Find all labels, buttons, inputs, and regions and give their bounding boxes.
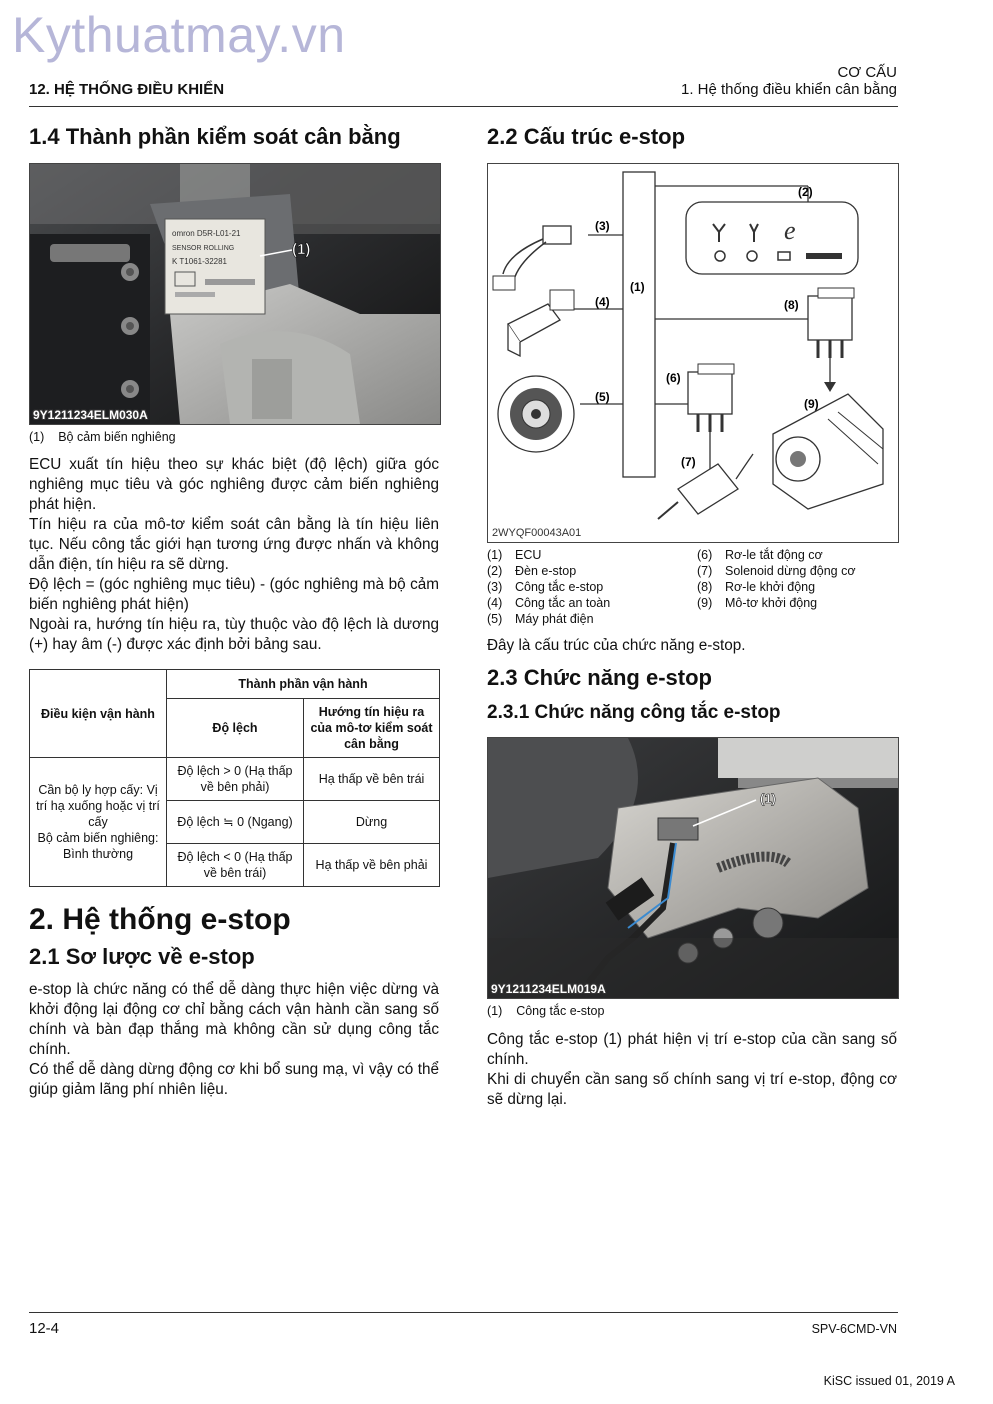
paragraph: ECU xuất tín hiệu theo sự khác biệt (độ lệch) giữa góc nghiêng mục tiêu và góc nghiêng được cảm biến nghiêng phát hiện.: [29, 456, 439, 513]
callout-1: (1): [292, 241, 311, 258]
direction-cell: Hạ thấp về bên phải: [304, 844, 440, 887]
panel-e: e: [784, 216, 796, 245]
sensor-label-line-2: SENSOR ROLLING: [172, 245, 235, 252]
callout-5: (5): [595, 390, 610, 404]
paragraph: Ngoài ra, hướng tín hiệu ra, tùy thuộc vào độ lệch là dương (+) hay âm (-) được xác định bởi bảng sau.: [29, 616, 439, 653]
caption-item: (6) Rơ-le tắt động cơ: [697, 548, 823, 562]
condition-cell: Cần bộ ly hợp cấy: Vị trí hạ xuống hoặc vị trí cấy Bộ cảm biến nghiêng: Bình thường: [30, 758, 167, 887]
header-subsection: 1. Hệ thống điều khiển cân bằng: [681, 81, 897, 98]
section-2-3-title: 2.3 Chức năng e-stop: [487, 665, 712, 690]
sensor-label-line-1: omron D5R-L01-21: [172, 229, 241, 238]
caption-number: (1): [487, 1004, 503, 1018]
header-rule: [29, 106, 898, 107]
paragraph: Khi di chuyển cần sang số chính sang vị trí e-stop, động cơ sẽ dừng lại.: [487, 1071, 897, 1108]
issue-info: KiSC issued 01, 2019 A: [823, 1374, 955, 1388]
paragraph: Tín hiệu ra của mô-tơ kiểm soát cân bằng là tín hiệu liên tục. Nếu công tắc giới hạn tương ứng được nhấn và không dẫn điện, tín hiệu ra sẽ dừng.: [29, 516, 439, 573]
diagram-id: 2WYQF00043A01: [492, 527, 582, 539]
caption-item: (7) Solenoid dừng động cơ: [697, 564, 856, 578]
section-2-1-title: 2.1 Sơ lược về e-stop: [29, 944, 255, 969]
estop-switch-description: [487, 1030, 897, 1110]
header-section: CƠ CẤU: [837, 64, 897, 81]
paragraph: e-stop là chức năng có thể dễ dàng thực hiện việc dừng và khởi động lại động cơ chỉ bằng cách vận hành cần sang số chính và bàn đạp thắng mà không cần sử dụng công tắc chính.: [29, 981, 439, 1058]
caption-item: (9) Mô-tơ khởi động: [697, 596, 818, 610]
caption-text: Công tắc e-stop: [516, 1004, 605, 1018]
photo-id: 9Y1211234ELM030A: [33, 408, 148, 422]
callout-4: (4): [595, 295, 610, 309]
callout-7: (7): [681, 455, 696, 469]
caption-item: (1) ECU: [487, 548, 542, 562]
callout-3: (3): [595, 219, 610, 233]
estop-switch-caption: [487, 1003, 604, 1019]
estop-switch-photo: [487, 737, 899, 999]
rolling-sensor-caption: [29, 429, 176, 445]
estop-overview: [29, 980, 439, 1100]
deviation-cell: Độ lệch < 0 (Hạ thấp về bên trái): [167, 844, 304, 887]
chapter-title: 12. HỆ THỐNG ĐIỀU KHIỂN: [29, 81, 225, 98]
callout-2: (2): [798, 185, 813, 199]
paragraph: Công tắc e-stop (1) phát hiện vị trí e-stop của cần sang số chính.: [487, 1031, 897, 1068]
control-table: [29, 669, 440, 887]
caption-text: Bộ cảm biến nghiêng: [58, 430, 176, 444]
estop-structure-diagram: [487, 163, 899, 543]
caption-item: (5) Máy phát điện: [487, 612, 594, 626]
diagram-caption-list: [487, 547, 897, 627]
callout-1: (1): [760, 791, 776, 806]
direction-cell: Dừng: [304, 801, 440, 844]
callout-1: (1): [630, 280, 645, 294]
balance-control-description: [29, 455, 439, 655]
paragraph: Độ lệch = (góc nghiêng mục tiêu) - (góc nghiêng mà bộ cảm biến nghiêng phát hiện): [29, 576, 439, 613]
caption-number: (1): [29, 430, 45, 444]
callout-8: (8): [784, 298, 799, 312]
structure-summary: Đây là cấu trúc của chức năng e-stop.: [487, 637, 746, 654]
col-header-condition: Điều kiện vận hành: [30, 670, 167, 758]
col-header-deviation: Độ lệch: [167, 699, 304, 758]
caption-item: (3) Công tắc e-stop: [487, 580, 604, 594]
document-code: SPV-6CMD-VN: [811, 1322, 897, 1336]
callout-9: (9): [804, 397, 819, 411]
deviation-cell: Độ lệch > 0 (Hạ thấp về bên phải): [167, 758, 304, 801]
col-header-direction: Hướng tín hiệu ra của mô-tơ kiểm soát cân bằng: [304, 699, 440, 758]
rolling-sensor-photo: [29, 163, 441, 425]
direction-cell: Hạ thấp về bên trái: [304, 758, 440, 801]
col-header-group: Thành phần vận hành: [167, 670, 440, 699]
caption-item: (4) Công tắc an toàn: [487, 596, 611, 610]
sensor-label-line-3: K T1061-32281: [172, 257, 228, 266]
callout-6: (6): [666, 371, 681, 385]
footer-rule: [29, 1312, 898, 1313]
page-number: 12-4: [29, 1320, 60, 1337]
section-1-4-title: 1.4 Thành phần kiểm soát cân bằng: [29, 124, 401, 149]
section-2-title: 2. Hệ thống e-stop: [29, 903, 291, 936]
deviation-cell: Độ lệch ≒ 0 (Ngang): [167, 801, 304, 844]
caption-item: (8) Rơ-le khởi động: [697, 580, 816, 594]
watermark: Kythuatmay.vn: [12, 7, 346, 63]
caption-item: (2) Đèn e-stop: [487, 564, 577, 578]
photo-id: 9Y1211234ELM019A: [491, 982, 606, 996]
section-2-3-1-title: 2.3.1 Chức năng công tắc e-stop: [487, 702, 781, 723]
paragraph: Có thể dễ dàng dừng động cơ khi bổ sung mạ, vì vậy có thể giúp giảm lãng phí nhiên liệu.: [29, 1061, 439, 1098]
section-2-2-title: 2.2 Cấu trúc e-stop: [487, 124, 686, 149]
